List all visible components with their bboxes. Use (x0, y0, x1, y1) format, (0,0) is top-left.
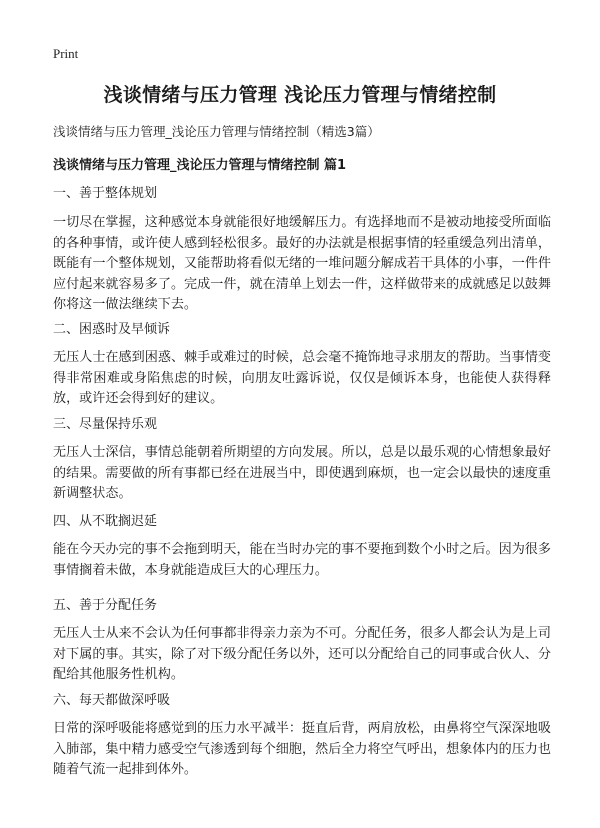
print-label[interactable]: Print (53, 46, 79, 61)
section-body-2: 无压人士在感到困惑、棘手或难过的时候，总会毫不掩饰地寻求朋友的帮助。当事情变得非常困难或身陷焦虑的时候，向朋友吐露诉说，仅仅是倾诉本身，也能使人获得释放，或许还会得到好的建议。 (53, 350, 551, 406)
section-body-3: 无压人士深信，事情总能朝着所期望的方向发展。所以，总是以最乐观的心情想象最好的结果。需要做的所有事都已经在进展当中，即使遇到麻烦，也一定会以最快的速度重新调整状态。 (53, 445, 551, 501)
section-body-4: 能在今天办完的事不会拖到明天，能在当时办完的事不要拖到数个小时之后。因为很多事情搁着未做，本身就能造成巨大的心理压力。 (53, 542, 551, 578)
document-title: 浅谈情绪与压力管理 浅论压力管理与情绪控制 (103, 84, 497, 106)
section-heading-6: 六、每天都做深呼吸 (53, 693, 171, 708)
article-title: 浅谈情绪与压力管理_浅论压力管理与情绪控制 篇1 (53, 158, 347, 173)
section-heading-3: 三、尽量保持乐观 (53, 417, 158, 432)
section-heading-4: 四、从不耽搁迟延 (53, 514, 158, 529)
section-body-6: 日常的深呼吸能将感觉到的压力水平减半：挺直后背，两肩放松，由鼻将空气深深地吸入肺部，集中精力感受空气渗透到每个细胞，然后全力将空气呼出，想象体内的压力也随着气流一起排到体外。 (53, 721, 551, 777)
section-heading-2: 二、困惑时及早倾诉 (53, 322, 171, 337)
document-subtitle: 浅谈情绪与压力管理_浅论压力管理与情绪控制（精选3篇） (53, 124, 380, 139)
section-body-1: 一切尽在掌握，这种感觉本身就能很好地缓解压力。有选择地而不是被动地接受所面临的各种事情，或许使人感到轻松很多。最好的办法就是根据事情的轻重缓急列出清单，既能有一个整体规划，又能帮助将看似无绪的一堆问题分解成若干具体的小事，一件件应付起来就容易多了。完成一件，就在清单上划去一件，这样做带来的成就感足以鼓舞你将这一做法继续下去。 (53, 215, 551, 312)
section-heading-5: 五、善于分配任务 (53, 598, 158, 613)
section-heading-1: 一、善于整体规划 (53, 186, 158, 201)
section-body-5: 无压人士从来不会认为任何事都非得亲力亲为不可。分配任务，很多人都会认为是上司对下属的事。其实，除了对下级分配任务以外，还可以分配给自己的同事或合伙人、分配给其他服务性机构。 (53, 626, 551, 682)
